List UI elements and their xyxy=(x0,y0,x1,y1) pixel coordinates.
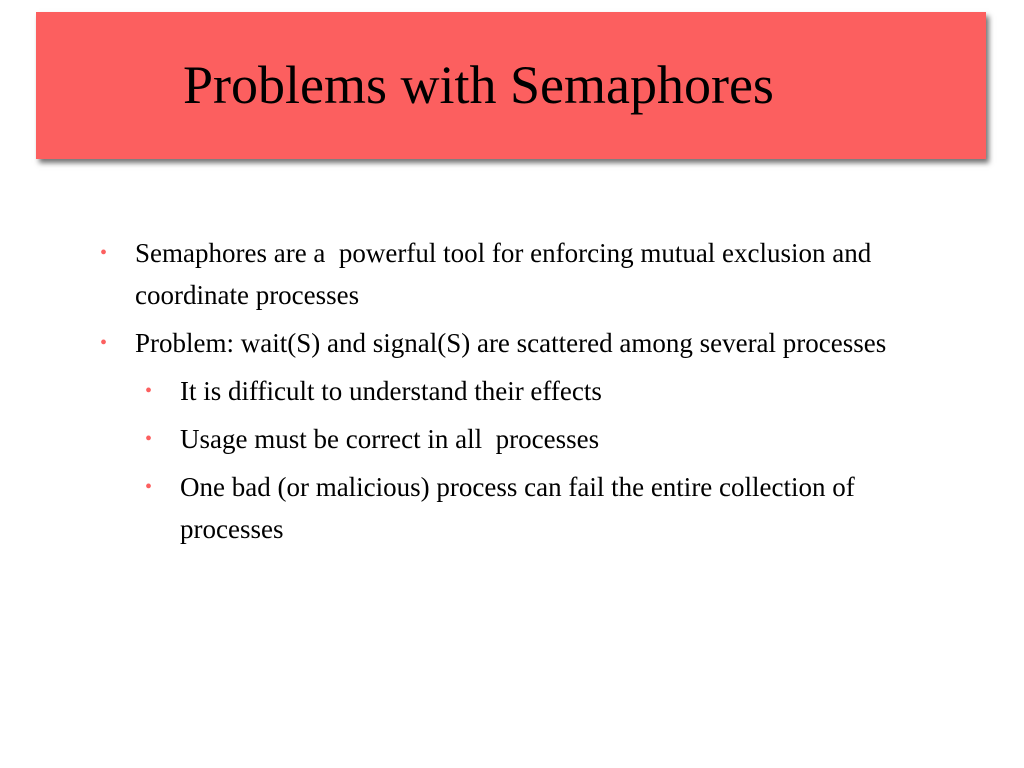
sub-bullet-item xyxy=(145,370,900,412)
bullet-list xyxy=(100,232,900,556)
bullet-marker: • xyxy=(100,332,108,354)
bullet-text: Problem: wait(S) and signal(S) are scattered among several processes xyxy=(135,328,887,358)
bullet-marker: • xyxy=(100,242,108,264)
sub-bullet-item xyxy=(145,466,900,550)
sub-bullet-item xyxy=(145,418,900,460)
sub-bullet-text: It is difficult to understand their effects xyxy=(180,376,602,406)
bullet-marker: • xyxy=(145,476,153,498)
slide-title: Problems with Semaphores xyxy=(183,55,774,115)
sub-bullet-text: Usage must be correct in all processes xyxy=(180,424,600,454)
sub-bullet-text: One bad (or malicious) process can fail the entire collection of processes xyxy=(180,472,862,544)
bullet-text: Semaphores are a powerful tool for enforcing mutual exclusion and coordinate processes xyxy=(135,238,879,310)
bullet-marker: • xyxy=(145,428,153,450)
bullet-marker: • xyxy=(145,380,153,402)
bullet-item xyxy=(100,322,900,364)
bullet-item xyxy=(100,232,900,316)
